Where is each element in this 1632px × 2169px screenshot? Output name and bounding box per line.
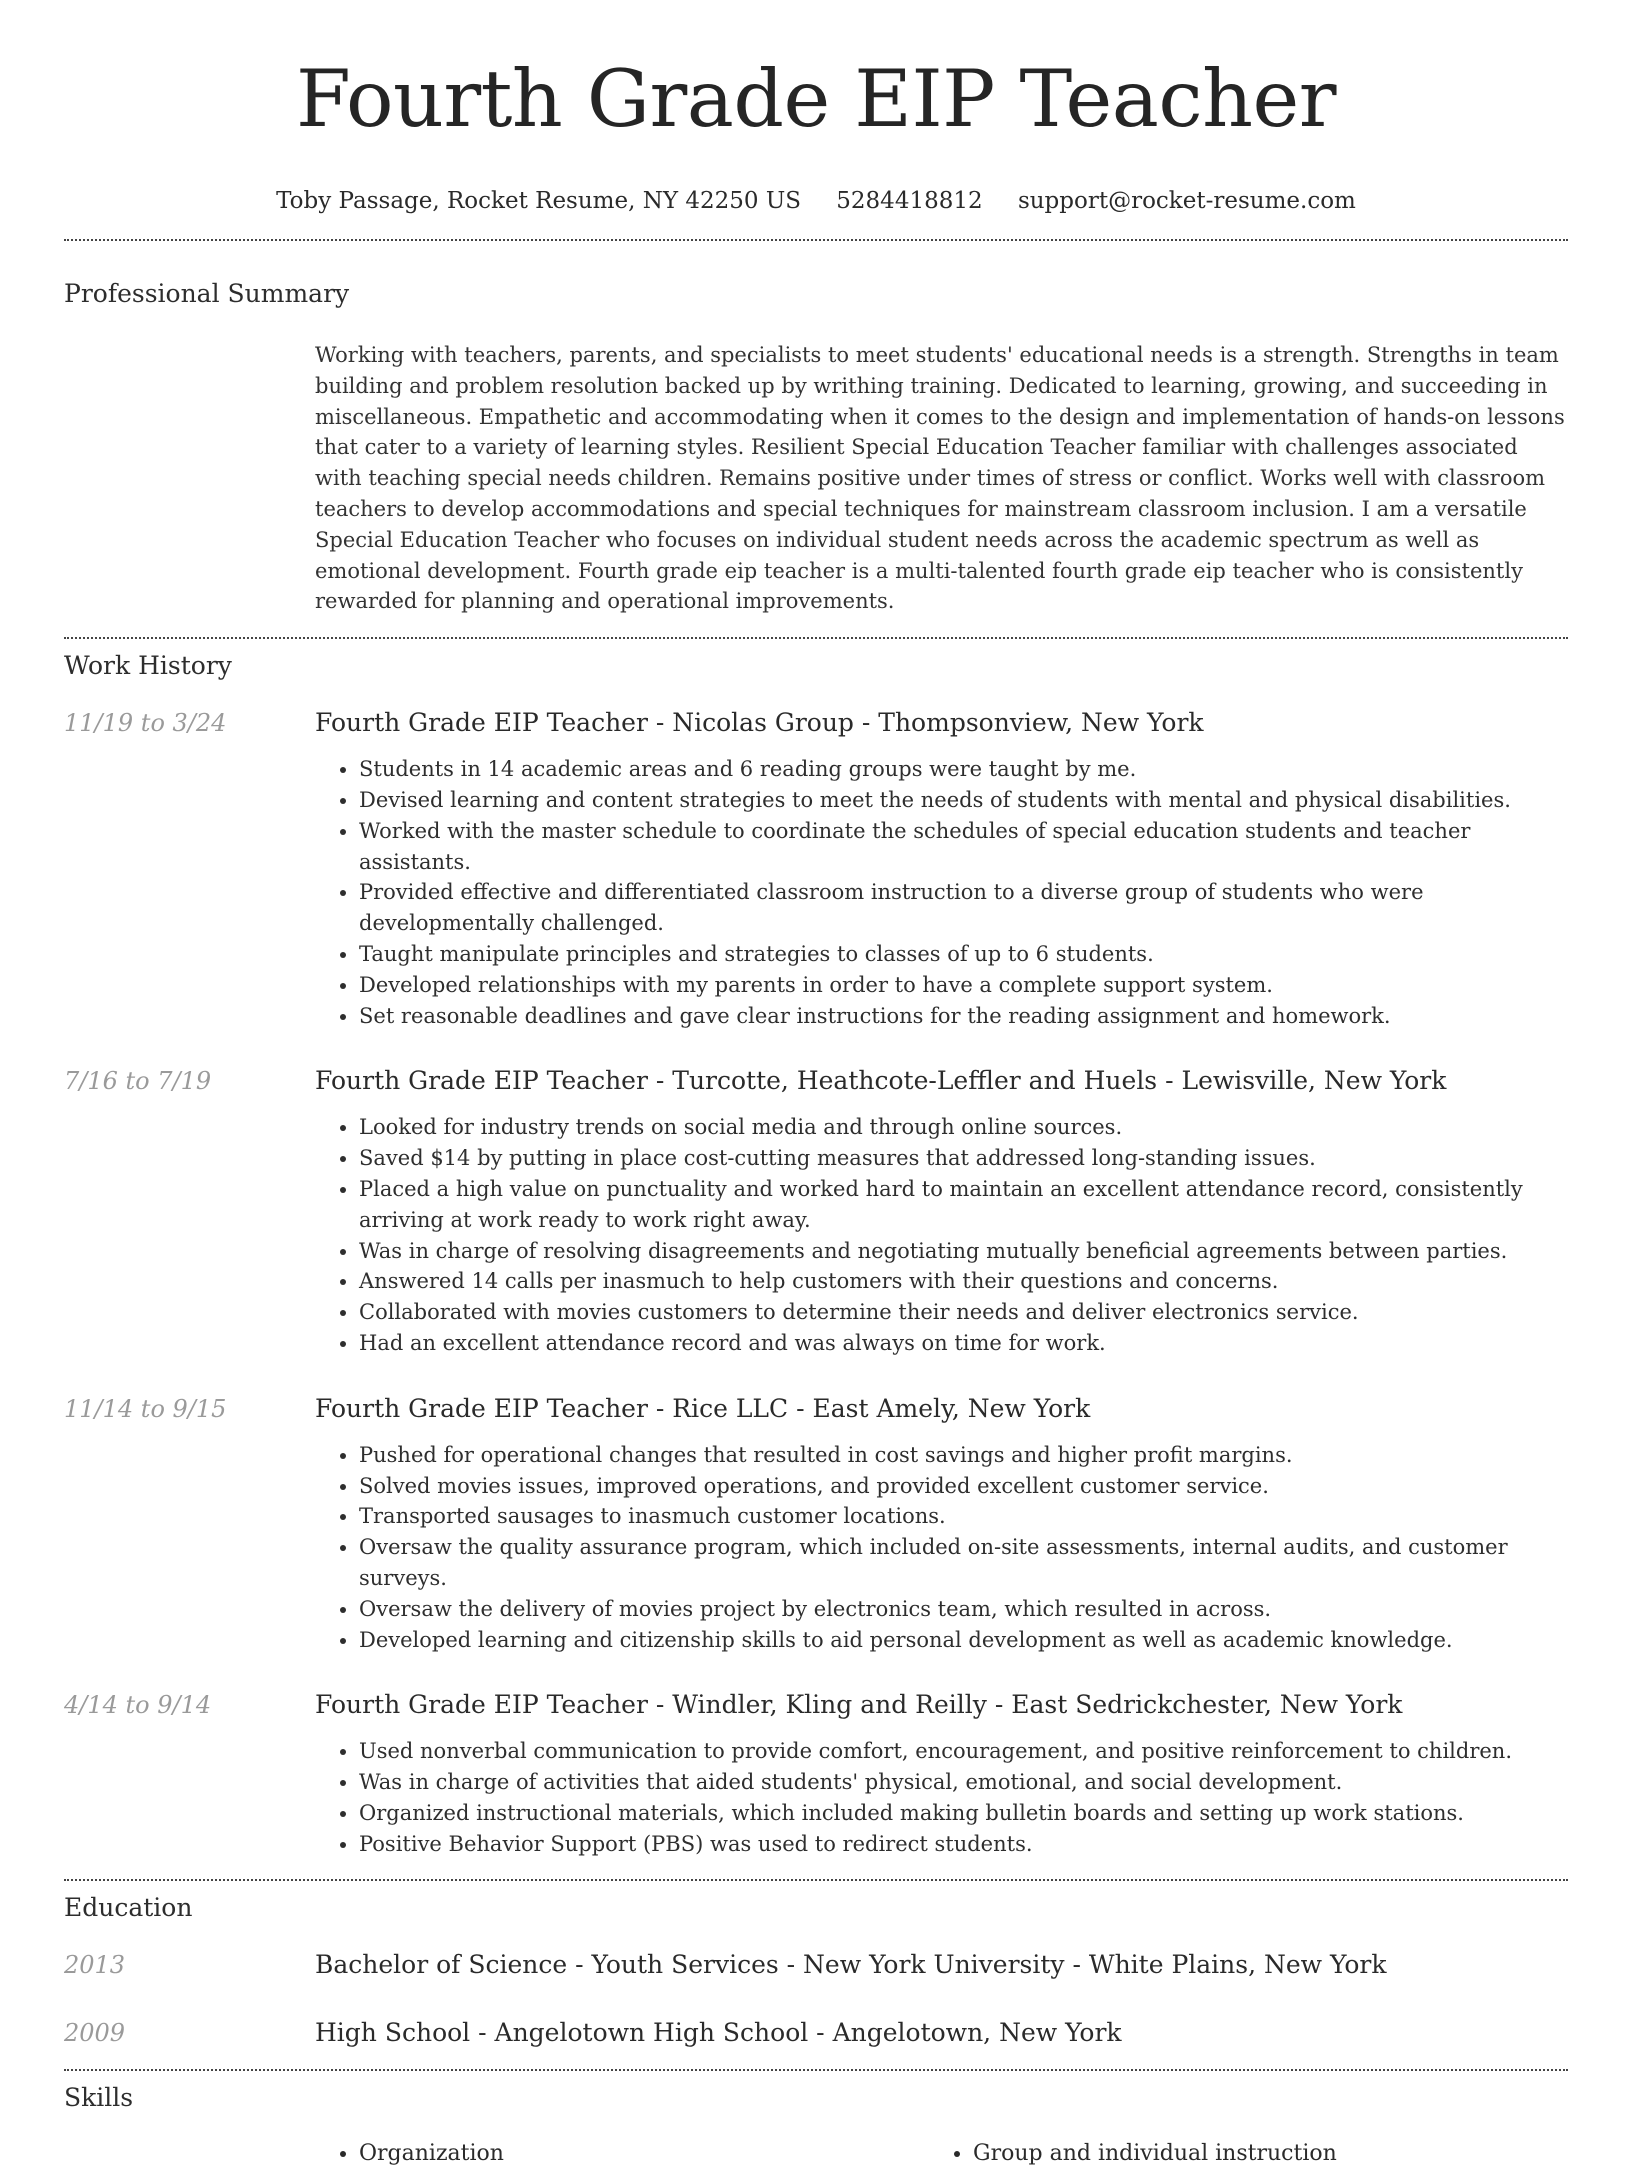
job-details bbox=[315, 1065, 1568, 1358]
skills-spacer bbox=[64, 2139, 315, 2169]
job-title: Fourth Grade EIP Teacher - Turcotte, Heathcote-Leffler and Huels - Lewisville, New York bbox=[315, 1066, 1447, 1096]
job-bullets bbox=[315, 1112, 1568, 1358]
job-dates: 4/14 to 9/14 bbox=[64, 1691, 212, 1720]
skills-row bbox=[64, 2139, 1568, 2169]
job-dates: 11/19 to 3/24 bbox=[64, 709, 227, 738]
job-title: Fourth Grade EIP Teacher - Windler, Kling and Reilly - East Sedrickchester, New York bbox=[315, 1690, 1403, 1720]
job-entry bbox=[64, 1065, 1568, 1358]
job-bullet: • Transported sausages to inasmuch customer locations. bbox=[359, 1501, 1568, 1532]
job-bullet: • Pushed for operational changes that resulted in cost savings and higher profit margins. bbox=[359, 1440, 1568, 1471]
section-title-education: Education bbox=[64, 1893, 193, 1923]
job-bullet: • Placed a high value on punctuality and worked hard to maintain an excellent attendance record, consistently arriving at work ready to work right away. bbox=[359, 1174, 1568, 1236]
job-dates: 7/16 to 7/19 bbox=[64, 1067, 212, 1096]
divider bbox=[64, 1879, 1568, 1881]
job-bullet: • Provided effective and differentiated classroom instruction to a diverse group of students who were developmentally challenged. bbox=[359, 877, 1568, 939]
section-title-summary: Professional Summary bbox=[64, 279, 350, 308]
skills-list bbox=[315, 2139, 1568, 2169]
education-entry bbox=[64, 1949, 1568, 1981]
job-details bbox=[315, 707, 1568, 1031]
education-year: 2009 bbox=[64, 2019, 126, 2048]
job-bullet: • Was in charge of activities that aided students' physical, emotional, and social development. bbox=[359, 1767, 1568, 1798]
summary-spacer bbox=[64, 340, 315, 617]
skill-item: • Organization bbox=[359, 2139, 929, 2169]
job-dates: 11/14 to 9/15 bbox=[64, 1394, 227, 1423]
job-bullet: • Used nonverbal communication to provide comfort, encouragement, and positive reinforcement to children. bbox=[359, 1736, 1568, 1767]
job-bullet: • Set reasonable deadlines and gave clear instructions for the reading assignment and homework. bbox=[359, 1001, 1568, 1032]
job-bullet: • Was in charge of resolving disagreements and negotiating mutually beneficial agreements between parties. bbox=[359, 1236, 1568, 1267]
job-bullet: • Developed relationships with my parents in order to have a complete support system. bbox=[359, 970, 1568, 1001]
contact-line bbox=[64, 186, 1568, 216]
job-details bbox=[315, 1393, 1568, 1656]
skills-column-right bbox=[929, 2139, 1543, 2169]
job-bullets bbox=[315, 754, 1568, 1031]
education-year: 2013 bbox=[64, 1951, 126, 1980]
job-bullets bbox=[315, 1440, 1568, 1656]
job-details bbox=[315, 1689, 1568, 1859]
job-bullet: • Organized instructional materials, which included making bulletin boards and setting up work stations. bbox=[359, 1798, 1568, 1829]
job-entry bbox=[64, 1393, 1568, 1656]
job-entry bbox=[64, 707, 1568, 1031]
skills-column-left bbox=[315, 2139, 929, 2169]
education-details: Bachelor of Science - Youth Services - New York University - White Plains, New York bbox=[315, 1950, 1387, 1980]
job-bullet: • Oversaw the delivery of movies project by electronics team, which resulted in across. bbox=[359, 1594, 1568, 1625]
job-bullet: • Students in 14 academic areas and 6 reading groups were taught by me. bbox=[359, 754, 1568, 785]
job-bullet: • Collaborated with movies customers to determine their needs and deliver electronics service. bbox=[359, 1297, 1568, 1328]
job-bullet: • Developed learning and citizenship skills to aid personal development as well as academic knowledge. bbox=[359, 1625, 1568, 1656]
job-title: Fourth Grade EIP Teacher - Nicolas Group - Thompsonview, New York bbox=[315, 708, 1204, 738]
contact-email: support@rocket-resume.com bbox=[1017, 188, 1356, 214]
job-bullet: • Had an excellent attendance record and was always on time for work. bbox=[359, 1328, 1568, 1359]
skill-item: • Group and individual instruction bbox=[973, 2139, 1543, 2169]
education-entry bbox=[64, 2017, 1568, 2049]
divider bbox=[64, 2069, 1568, 2071]
section-title-work-history: Work History bbox=[64, 651, 232, 681]
job-bullet: • Answered 14 calls per inasmuch to help customers with their questions and concerns. bbox=[359, 1266, 1568, 1297]
job-bullet: • Positive Behavior Support (PBS) was used to redirect students. bbox=[359, 1829, 1568, 1860]
divider bbox=[64, 239, 1568, 241]
job-bullet: • Solved movies issues, improved operations, and provided excellent customer service. bbox=[359, 1471, 1568, 1502]
summary-text: Working with teachers, parents, and specialists to meet students' educational needs is a strength. Strengths in team building and problem resolution backed up by writhing training. Dedicated to learning, growing, and succeeding in miscellaneous. Empathetic and accommodating when it comes to the design and implementation of hands-on lessons that cater to a variety of learning styles. Resilient Special Education Teacher familiar with challenges associated with teaching special needs children. Remains positive under times of stress or conflict. Works well with classroom teachers to develop accommodations and special techniques for mainstream classroom inclusion. I am a versatile Special Education Teacher who focuses on individual student needs across the academic spectrum as well as emotional development. Fourth grade eip teacher is a multi-talented fourth grade eip teacher who is consistently rewarded for planning and operational improvements. bbox=[315, 343, 1565, 614]
job-bullet: • Saved $14 by putting in place cost-cutting measures that addressed long-standing issues. bbox=[359, 1143, 1568, 1174]
job-bullet: • Taught manipulate principles and strategies to classes of up to 6 students. bbox=[359, 939, 1568, 970]
job-bullet: • Looked for industry trends on social media and through online sources. bbox=[359, 1112, 1568, 1143]
resume-title: Fourth Grade EIP Teacher bbox=[295, 53, 1337, 145]
divider bbox=[64, 637, 1568, 639]
job-bullet: • Worked with the master schedule to coordinate the schedules of special education students and teacher assistants. bbox=[359, 816, 1568, 878]
job-entry bbox=[64, 1689, 1568, 1859]
education-details: High School - Angelotown High School - Angelotown, New York bbox=[315, 2018, 1122, 2048]
resume-page bbox=[64, 0, 1568, 2169]
job-bullet: • Devised learning and content strategies to meet the needs of students with mental and physical disabilities. bbox=[359, 785, 1568, 816]
contact-phone: 5284418812 bbox=[836, 188, 983, 214]
job-bullet: • Oversaw the quality assurance program, which included on-site assessments, internal audits, and customer surveys. bbox=[359, 1532, 1568, 1594]
job-bullets bbox=[315, 1736, 1568, 1859]
section-title-skills: Skills bbox=[64, 2083, 134, 2113]
contact-address: Toby Passage, Rocket Resume, NY 42250 US bbox=[276, 188, 801, 214]
summary-row bbox=[64, 340, 1568, 617]
job-title: Fourth Grade EIP Teacher - Rice LLC - East Amely, New York bbox=[315, 1393, 1091, 1423]
